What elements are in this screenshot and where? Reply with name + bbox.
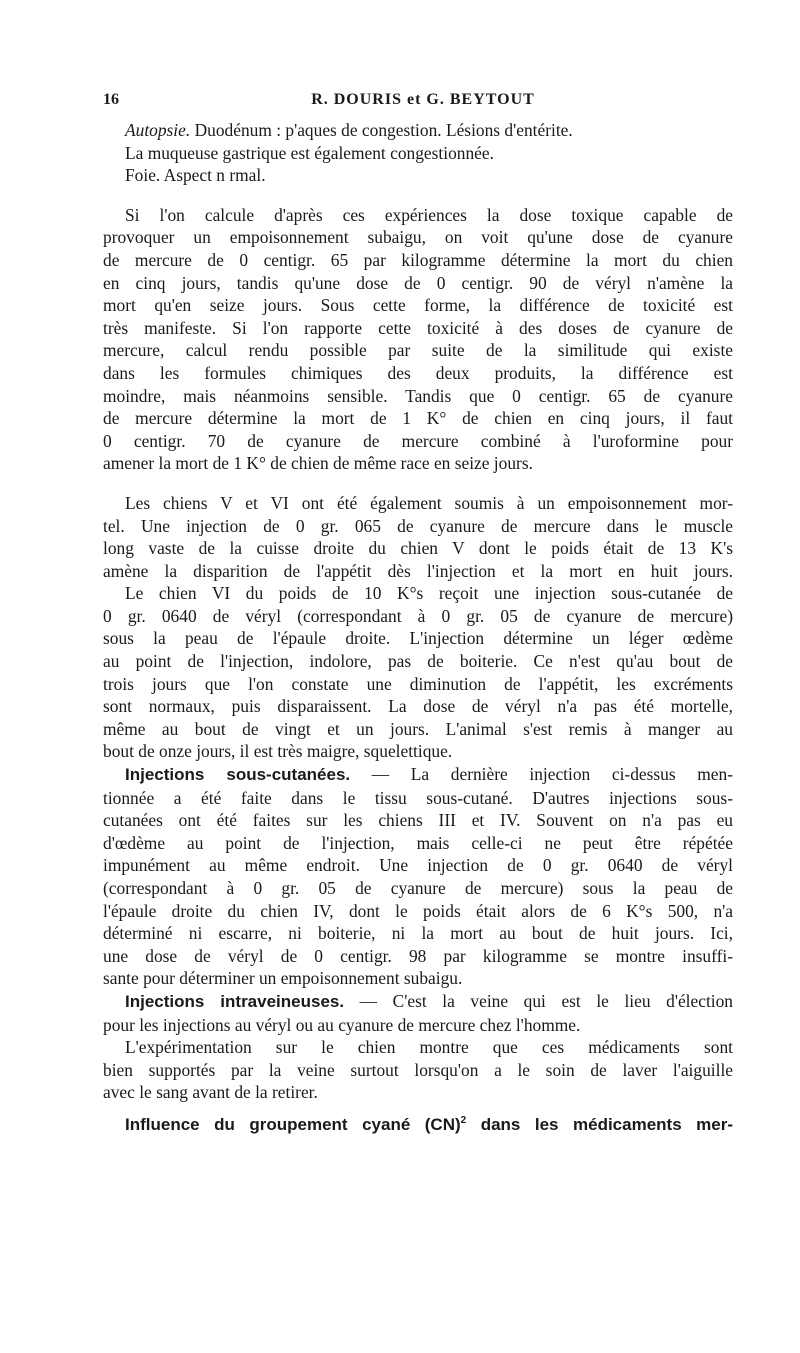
text-line: trois jours que l'on constate une diminution de l'appétit, les excréments: [103, 673, 733, 694]
text-line: déterminé ni escarre, ni boiterie, ni la mort au bout de huit jours. Ici,: [103, 923, 733, 944]
heading-text: Influence du groupement cyané (CN): [125, 1114, 461, 1134]
text-line: amène la disparition de l'appétit dès l'injection et la mort en huit jours.: [103, 560, 733, 581]
autopsy-line-2: La muqueuse gastrique est également congestionnée.: [125, 142, 494, 163]
text-line: tionnée a été faite dans le tissu sous-cutané. D'autres injections sous-: [103, 787, 733, 808]
body-text: [103, 119, 733, 1137]
page-number: 16: [103, 91, 119, 108]
paragraph-intravenous: [103, 990, 733, 1036]
text-line: bien supportés par la veine surtout lorsqu'on a le soin de laver l'aiguille: [103, 1059, 733, 1080]
text-line: sous la peau de l'épaule droite. L'injection détermine un léger œdème: [103, 628, 733, 649]
section-heading-cyano: [125, 1115, 733, 1134]
paragraph-toxicity: [103, 204, 733, 475]
text-line: amener la mort de 1 K° de chien de même race en seize jours.: [103, 453, 533, 474]
text-line: d'œdème au point de l'injection, mais celle-ci ne peut être répétée: [103, 832, 733, 853]
text-line: mort qu'en seize jours. Sous cette forme, la différence de toxicité est: [103, 295, 733, 316]
text-line: 0 centigr. 70 de cyanure de mercure combiné à l'uroformine pour: [103, 430, 733, 451]
text-line: de mercure détermine la mort de 1 K° de chien en cinq jours, il faut: [103, 408, 733, 429]
paragraph-dogs-v-vi: [103, 492, 733, 582]
text-line: sont normaux, puis disparaissent. La dose de véryl n'a pas été mortelle,: [103, 696, 733, 717]
heading-text-rest: dans les médicaments mer-: [466, 1114, 733, 1134]
text-line: avec le sang avant de la retirer.: [103, 1082, 318, 1103]
text-line: bout de onze jours, il est très maigre, squelettique.: [103, 741, 453, 762]
text-line: Si l'on calcule d'après ces expériences la dose toxique capable de: [125, 204, 733, 225]
text-line: 0 gr. 0640 de véryl (correspondant à 0 gr. 05 de cyanure de mercure): [103, 605, 733, 626]
text-line: [103, 119, 733, 142]
text-line: très manifeste. Si l'on rapporte cette toxicité à des doses de cyanure de: [103, 317, 733, 338]
heading-line-rest: — C'est la veine qui est le lieu d'élection: [344, 990, 733, 1011]
paragraph-experimentation: [103, 1036, 733, 1104]
text-line: (correspondant à 0 gr. 05 de cyanure de mercure) sous la peau de: [103, 878, 733, 898]
paragraph-subcutaneous: [103, 763, 733, 990]
text-line: moindre, mais néanmoins sensible. Tandis que 0 centigr. 65 de cyanure: [103, 385, 733, 406]
paragraph-dog-vi: [103, 582, 733, 763]
text-line: [103, 990, 733, 1014]
text-line: pour les injections au véryl ou au cyanure de mercure chez l'homme.: [103, 1014, 581, 1035]
heading-superscript: 2: [460, 1114, 467, 1126]
section-heading-subcutaneous: Injections sous-cutanées.: [125, 765, 351, 785]
text-line: Les chiens V et VI ont été également soumis à un empoisonnement mor-: [125, 492, 733, 513]
text-line: même au bout de vingt et un jours. L'animal s'est remis à manger au: [103, 718, 733, 739]
running-title: R. DOURIS et G. BEYTOUT: [311, 91, 535, 108]
text-line: dans les formules chimiques des deux produits, la différence est: [103, 362, 733, 383]
text-line: une dose de véryl de 0 centigr. 98 par kilogramme se montre insuffi-: [103, 945, 733, 966]
text-line: mercure, calcul rendu possible par suite de la similitude qui existe: [103, 340, 733, 361]
running-header: [103, 84, 743, 116]
text-line: en cinq jours, tandis qu'une dose de 0 centigr. 90 de véryl n'amène la: [103, 272, 733, 293]
text-line: sante pour déterminer un empoisonnement subaigu.: [103, 968, 463, 989]
autopsy-line-1: Duodénum : p'aques de congestion. Lésions d'entérite.: [194, 120, 573, 140]
paragraph-cyano-group: [103, 1113, 733, 1137]
heading-line-rest: — La dernière injection ci-dessus men-: [350, 764, 733, 785]
text-line: l'épaule droite du chien IV, dont le poids était alors de 6 K°s 500, n'a: [103, 900, 733, 921]
text-line: provoquer un empoisonnement subaigu, on voit qu'une dose de cyanure: [103, 227, 733, 248]
autopsy-label: Autopsie.: [125, 120, 191, 140]
text-line: tel. Une injection de 0 gr. 065 de cyanure de mercure dans le muscle: [103, 515, 733, 536]
text-line: long vaste de la cuisse droite du chien V dont le poids était de 13 K's: [103, 538, 733, 559]
text-line: [103, 763, 733, 787]
text-line: au point de l'injection, indolore, pas de boiterie. Ce n'est qu'au bout de: [103, 651, 733, 672]
text-line: impunément au même endroit. Une injection de 0 gr. 0640 de véryl: [103, 855, 733, 876]
text-line: Le chien VI du poids de 10 K°s reçoit une injection sous-cutanée de: [125, 583, 733, 604]
section-heading-intravenous: Injections intraveineuses.: [125, 991, 345, 1011]
text-line: [103, 1113, 733, 1137]
text-line: L'expérimentation sur le chien montre que ces médicaments sont: [125, 1037, 733, 1058]
autopsy-line-3: Foie. Aspect n rmal.: [125, 165, 266, 186]
autopsy-paragraph: [103, 119, 733, 187]
text-line: de mercure de 0 centigr. 65 par kilogramme détermine la mort du chien: [103, 249, 733, 270]
text-line: cutanées ont été faites sur les chiens III et IV. Souvent on n'a pas eu: [103, 810, 733, 831]
